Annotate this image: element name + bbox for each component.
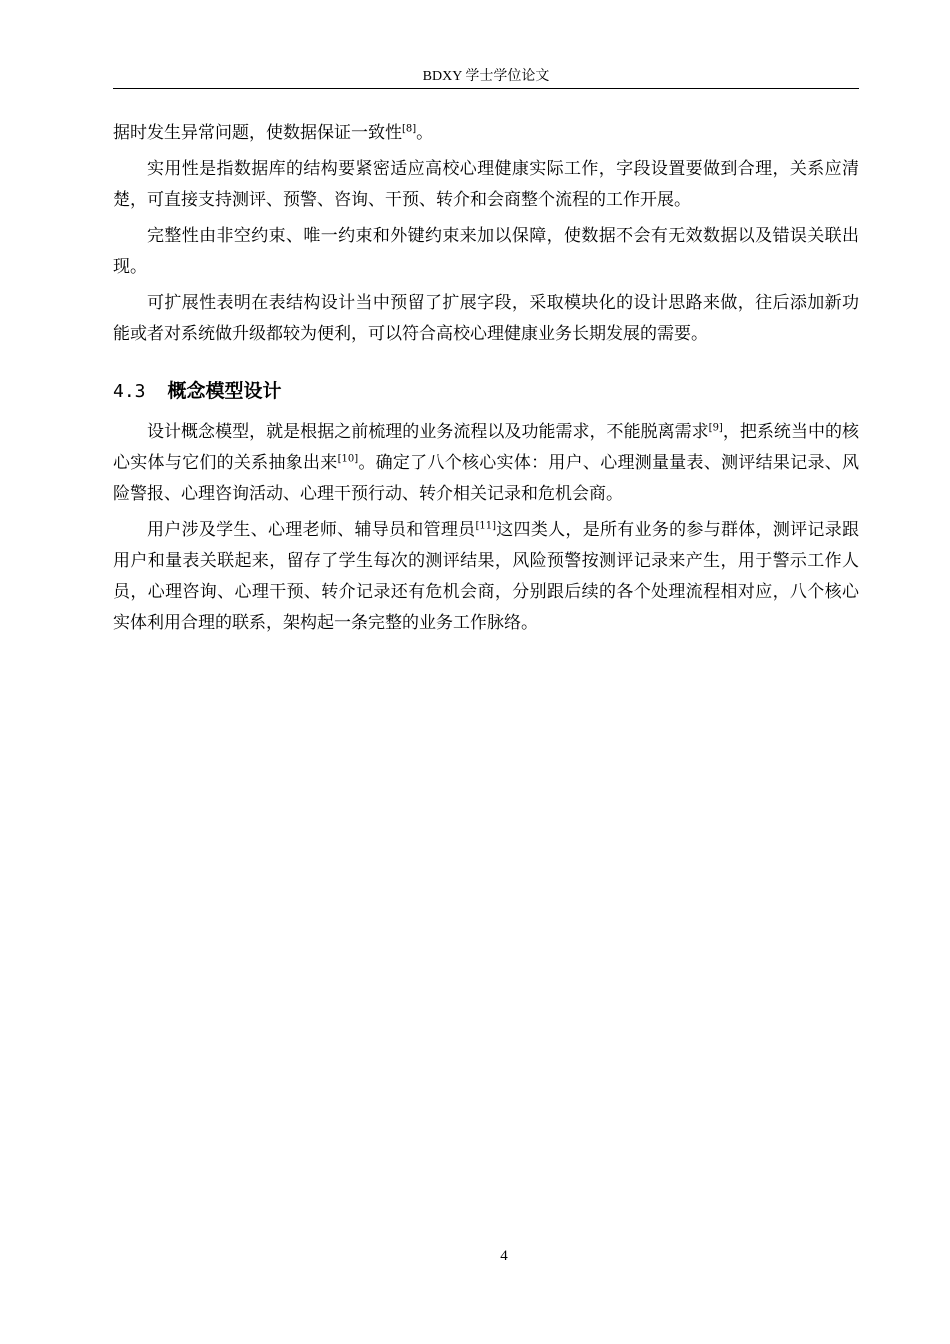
paragraph-entities bbox=[113, 515, 859, 639]
citation-ref: [9] bbox=[708, 422, 723, 434]
citation-ref: [11] bbox=[475, 520, 496, 532]
paragraph-integrity: 完整性由非空约束、唯一约束和外键约束来加以保障，使数据不会有无效数据以及错误关联出现。 bbox=[113, 226, 859, 277]
page-number: 4 bbox=[500, 1248, 508, 1264]
paragraph-text: 设计概念模型，就是根据之前梳理的业务流程以及功能需求，不能脱离需求 bbox=[147, 422, 709, 442]
paragraph-text: 用户涉及学生、心理老师、辅导员和管理员 bbox=[147, 520, 476, 540]
section-heading bbox=[113, 376, 859, 407]
paragraph-practicality: 实用性是指数据库的结构要紧密适应高校心理健康实际工作，字段设置要做到合理，关系应清楚，可直接支持测评、预警、咨询、干预、转介和会商整个流程的工作开展。 bbox=[113, 159, 859, 210]
paragraph-continued bbox=[113, 118, 859, 149]
citation-ref: [8] bbox=[402, 123, 417, 135]
body-text bbox=[113, 118, 859, 644]
paragraph-text: 。确定了八个核心实体：用户、心理测量量表、测评结果记录、风险警报、心理咨询活动、心理干预行动、转介相关记录和危机会商。 bbox=[113, 453, 860, 504]
header-rule bbox=[113, 88, 859, 89]
section-title: 概念模型设计 bbox=[167, 380, 282, 402]
paragraph-text: ，把系统当中的核心实体与它们的关系抽象出来 bbox=[113, 422, 860, 473]
paragraph-extensibility: 可扩展性表明在表结构设计当中预留了扩展字段，采取模块化的设计思路来做，往后添加新功能或者对系统做升级都较为便利，可以符合高校心理健康业务长期发展的需要。 bbox=[113, 293, 859, 344]
paragraph-text: 据时发生异常问题，使数据保证一致性 bbox=[113, 123, 402, 143]
paragraph-concept-model bbox=[113, 417, 859, 510]
running-header: BDXY 学士学位论文 bbox=[422, 69, 550, 84]
paragraph-text: 这四类人，是所有业务的参与群体，测评记录跟用户和量表关联起来，留存了学生每次的测评结果，风险预警按测评记录来产生，用于警示工作人员，心理咨询、心理干预、转介记录还有危机会商，分别跟后续的各个处理流程相对应，八个核心实体利用合理的联系，架构起一条完整的业务工作脉络。 bbox=[113, 520, 860, 633]
paragraph-text: 。 bbox=[416, 123, 434, 143]
citation-ref: [10] bbox=[337, 453, 359, 465]
section-number: 4.3 bbox=[113, 381, 146, 402]
